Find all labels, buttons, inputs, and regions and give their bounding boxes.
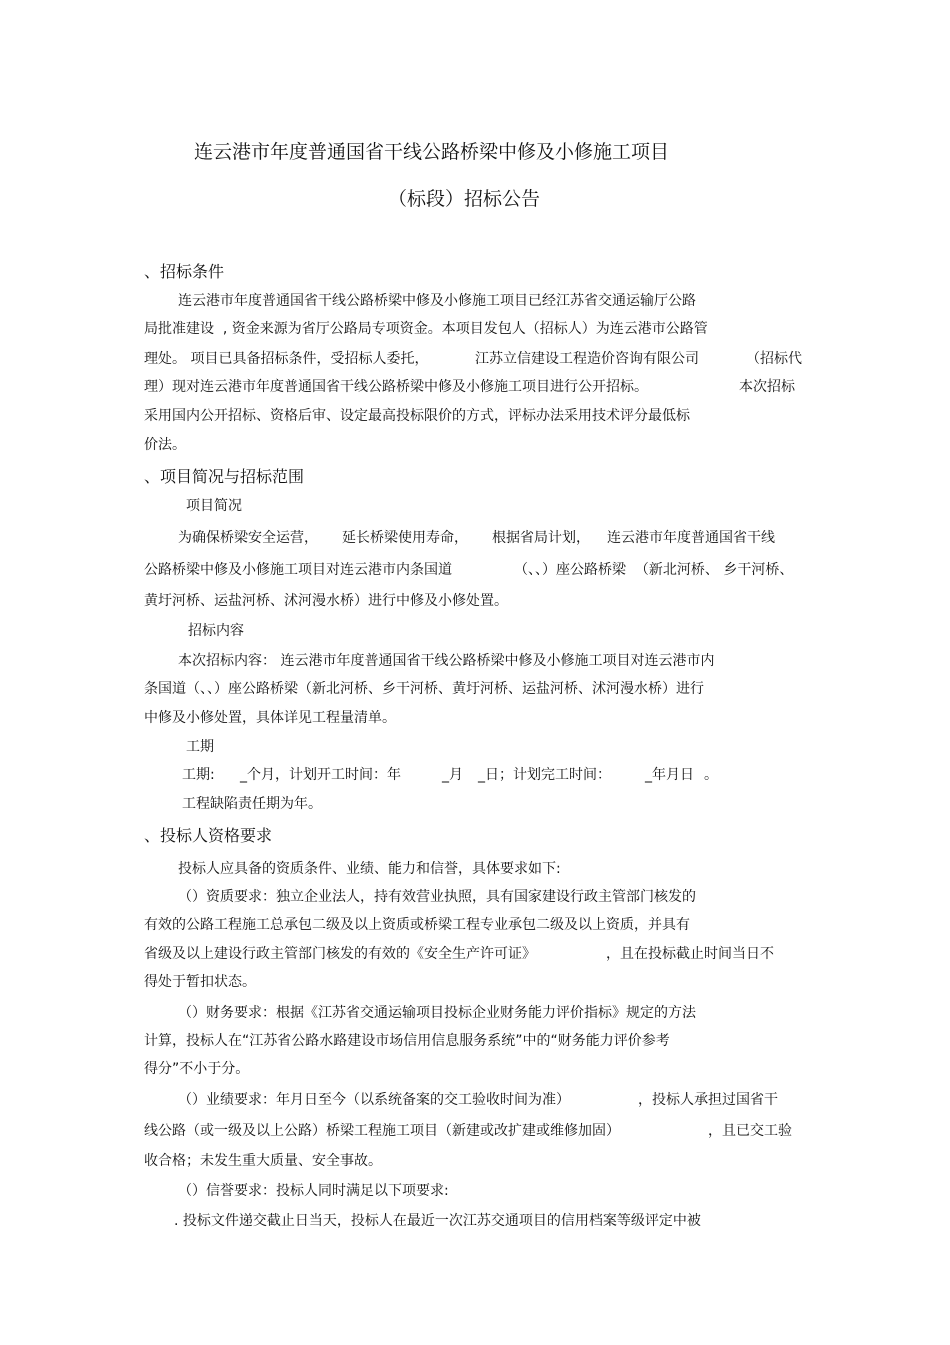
duration-day-end: _日；计划完工时间： [478, 767, 611, 783]
sec2-p2-line1: 本次招标内容： 连云港市年度普通国省干线公路桥梁中修及小修施工项目对连云港市内 [178, 653, 715, 669]
sec3-q3-line2a: 线公路（或一级及以上公路）桥梁工程施工项目（新建或改扩建或维修加固） [144, 1123, 620, 1139]
sec1-line-4a: 理）现对连云港市年度普通国省干线公路桥梁中修及小修施工项目进行公开招标。 [144, 379, 648, 395]
sec2-p1-seg5: 公路桥梁中修及小修施工项目对连云港市内条国道 [144, 562, 452, 578]
sec1-line-3a: 理处。 项目已具备招标条件，受招标人委托， [144, 351, 429, 367]
sec3-q2-line1: （）财务要求：根据《江苏省交通运输项目投标企业财务能力评价指标》规定的方法 [178, 1005, 696, 1021]
sec2-p2-line2: 条国道（、、）座公路桥梁（新北河桥、乡干河桥、黄圩河桥、运盐河桥、沭河漫水桥）进行 [144, 681, 704, 697]
sec2-p1-seg3: 根据省局计划， [492, 530, 590, 546]
sec1-line-1: 连云港市年度普通国省干线公路桥梁中修及小修施工项目已经江苏省交通运输厅公路 [178, 293, 696, 309]
doc-title-line2: （标段）招标公告 [388, 188, 541, 210]
section-heading-bid-conditions: 、招标条件 [144, 262, 225, 281]
sec2-p1-seg4: 连云港市年度普通国省干线 [607, 530, 775, 546]
sec3-q3-line1b: ，投标人承担过国省干 [638, 1092, 778, 1108]
sec1-line-6: 价法。 [144, 437, 186, 453]
sec2-p2-line3: 中修及小修处置，具体详见工程量清单。 [144, 710, 396, 726]
duration-month: _月 [442, 767, 463, 783]
subheading-duration: 工期 [186, 739, 214, 755]
sec3-q1-line2: 有效的公路工程施工总承包二级及以上资质或桥梁工程专业承包二级及以上资质，并具有 [144, 917, 690, 933]
sec3-q2-line3: 得分”不小于分。 [144, 1061, 250, 1077]
section-heading-project-scope: 、项目简况与招标范围 [144, 467, 305, 486]
sec1-line-4b: 本次招标 [739, 379, 795, 395]
sec3-q3-line1a: （）业绩要求：年月日至今（以系统备案的交工验收时间为准） [178, 1092, 570, 1108]
doc-title-line1: 连云港市年度普通国省干线公路桥梁中修及小修施工项目 [194, 141, 670, 163]
sec3-q1-line3b: ，且在投标截止时间当日不 [606, 946, 774, 962]
section-heading-bidder-qualifications: 、投标人资格要求 [144, 826, 273, 845]
sec1-line-3c: （招标代 [746, 351, 802, 367]
duration-months-start: _个月，计划开工时间：年 [240, 767, 401, 783]
sec3-q2-line2: 计算，投标人在“江苏省公路水路建设市场信用信息服务系统”中的“财务能力评价参考 [144, 1033, 670, 1049]
sec3-q1-line3a: 省级及以上建设行政主管部门核发的有效的《安全生产许可证》 [144, 946, 536, 962]
sec3-q4: （）信誉要求：投标人同时满足以下项要求: [178, 1183, 449, 1199]
sec3-q1-line4: 得处于暂扣状态。 [144, 974, 256, 990]
sec3-q3-line2b: ，且已交工验 [708, 1123, 792, 1139]
sec2-p1-seg6: （、、）座公路桥梁 （新北河桥、 乡干河桥、 [514, 562, 794, 578]
subheading-bid-content: 招标内容 [188, 623, 244, 639]
duration-end-date: _年月日 [645, 767, 694, 783]
sec3-q5: . 投标文件递交截止日当天，投标人在最近一次江苏交通项目的信用档案等级评定中被 [174, 1213, 701, 1229]
sec2-p1-seg1: 为确保桥梁安全运营， [178, 530, 318, 546]
sec1-line-2: 局批准建设 , 资金来源为省厅公路局专项资金。本项目发包人（招标人）为连云港市公路管 [144, 321, 708, 337]
sec2-p1-seg7: 黄圩河桥、运盐河桥、沭河漫水桥）进行中修及小修处置。 [144, 593, 508, 609]
sec3-intro: 投标人应具备的资质条件、业绩、能力和信誉，具体要求如下: [178, 861, 561, 877]
sec1-line-5: 采用国内公开招标、资格后审、设定最高投标限价的方式，评标办法采用技术评分最低标 [144, 408, 690, 424]
defect-liability-period: 工程缺陷责任期为年。 [182, 796, 322, 812]
sec2-p1-seg2: 延长桥梁使用寿命， [342, 530, 468, 546]
duration-label: 工期: [182, 767, 215, 783]
sec3-q3-line3: 收合格；未发生重大质量、安全事故。 [144, 1153, 382, 1169]
sec3-q1-line1: （）资质要求：独立企业法人，持有效营业执照，具有国家建设行政主管部门核发的 [178, 889, 696, 905]
sec1-line-3b: 江苏立信建设工程造价咨询有限公司 [475, 351, 699, 367]
duration-period: 。 [704, 767, 718, 783]
subheading-project-overview: 项目简况 [186, 498, 242, 514]
